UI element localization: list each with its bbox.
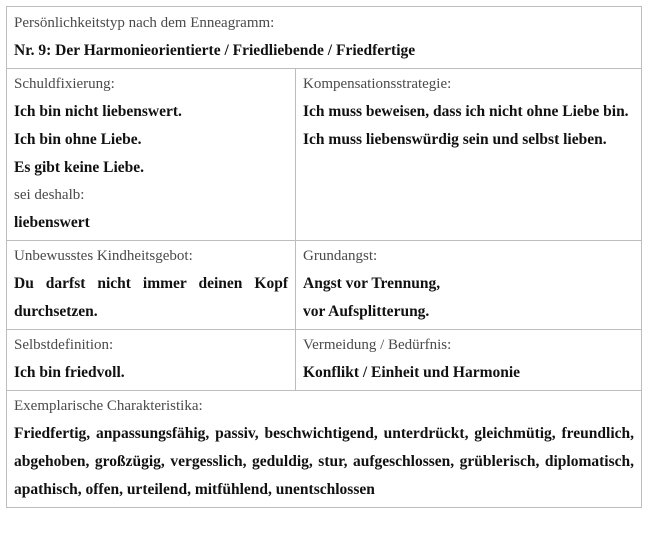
type-title: Nr. 9: Der Harmonieorientierte / Friedliebende / Friedfertige <box>14 42 416 59</box>
row-schuld-kompensation <box>7 69 642 241</box>
vermeidung-label: Vermeidung / Bedürfnis: <box>303 337 452 353</box>
charakteristika-cell <box>7 391 642 508</box>
vermeidung-text: Konflikt / Einheit und Harmonie <box>303 364 521 381</box>
schuldfixierung-line-3: Es gibt keine Liebe. <box>14 159 145 176</box>
vermeidung-cell <box>296 330 642 391</box>
schuldfixierung-connector: sei deshalb: <box>14 187 85 203</box>
grundangst-label: Grundangst: <box>303 248 378 264</box>
kompensationsstrategie-label: Kompensationsstrategie: <box>303 76 452 92</box>
schuldfixierung-cell <box>7 69 296 241</box>
grundangst-cell <box>296 241 642 330</box>
kompensationsstrategie-text: Ich muss beweisen, dass ich nicht ohne Liebe bin. Ich muss liebenswürdig sein und selbst lieben. <box>303 103 629 148</box>
enneagram-profile-table <box>6 6 642 508</box>
row-kindheit-grundangst <box>7 241 642 330</box>
header-cell <box>7 7 642 69</box>
grundangst-line-1: Angst vor Trennung, <box>303 275 441 292</box>
kompensationsstrategie-cell <box>296 69 642 241</box>
charakteristika-text: Friedfertig, anpassungsfähig, passiv, beschwichtigend, unterdrückt, gleichmütig, freundlich, abgehoben, großzügig, vergesslich, geduldig, stur, aufgeschlossen, grüblerisch, diplomatisch, apathisch, offen, urteilend, mitfühlend, unentschlossen <box>14 425 634 498</box>
schuldfixierung-label: Schuldfixierung: <box>14 76 115 92</box>
selbstdefinition-text: Ich bin friedvoll. <box>14 364 125 381</box>
kindheitsgebot-cell <box>7 241 296 330</box>
selbstdefinition-cell <box>7 330 296 391</box>
schuldfixierung-line-1: Ich bin nicht liebenswert. <box>14 103 182 120</box>
row-selbst-vermeidung <box>7 330 642 391</box>
header-row <box>7 7 642 69</box>
grundangst-line-2: vor Aufsplitterung. <box>303 303 430 320</box>
kindheitsgebot-label: Unbewusstes Kindheitsgebot: <box>14 248 193 264</box>
header-label: Persönlichkeitstyp nach dem Enneagramm: <box>14 15 275 31</box>
schuldfixierung-line-4: liebenswert <box>14 214 90 231</box>
row-charakteristika <box>7 391 642 508</box>
selbstdefinition-label: Selbstdefinition: <box>14 337 114 353</box>
schuldfixierung-line-2: Ich bin ohne Liebe. <box>14 131 142 148</box>
kindheitsgebot-text: Du darfst nicht immer deinen Kopf durchsetzen. <box>14 275 288 320</box>
charakteristika-label: Exemplarische Charakteristika: <box>14 398 203 414</box>
